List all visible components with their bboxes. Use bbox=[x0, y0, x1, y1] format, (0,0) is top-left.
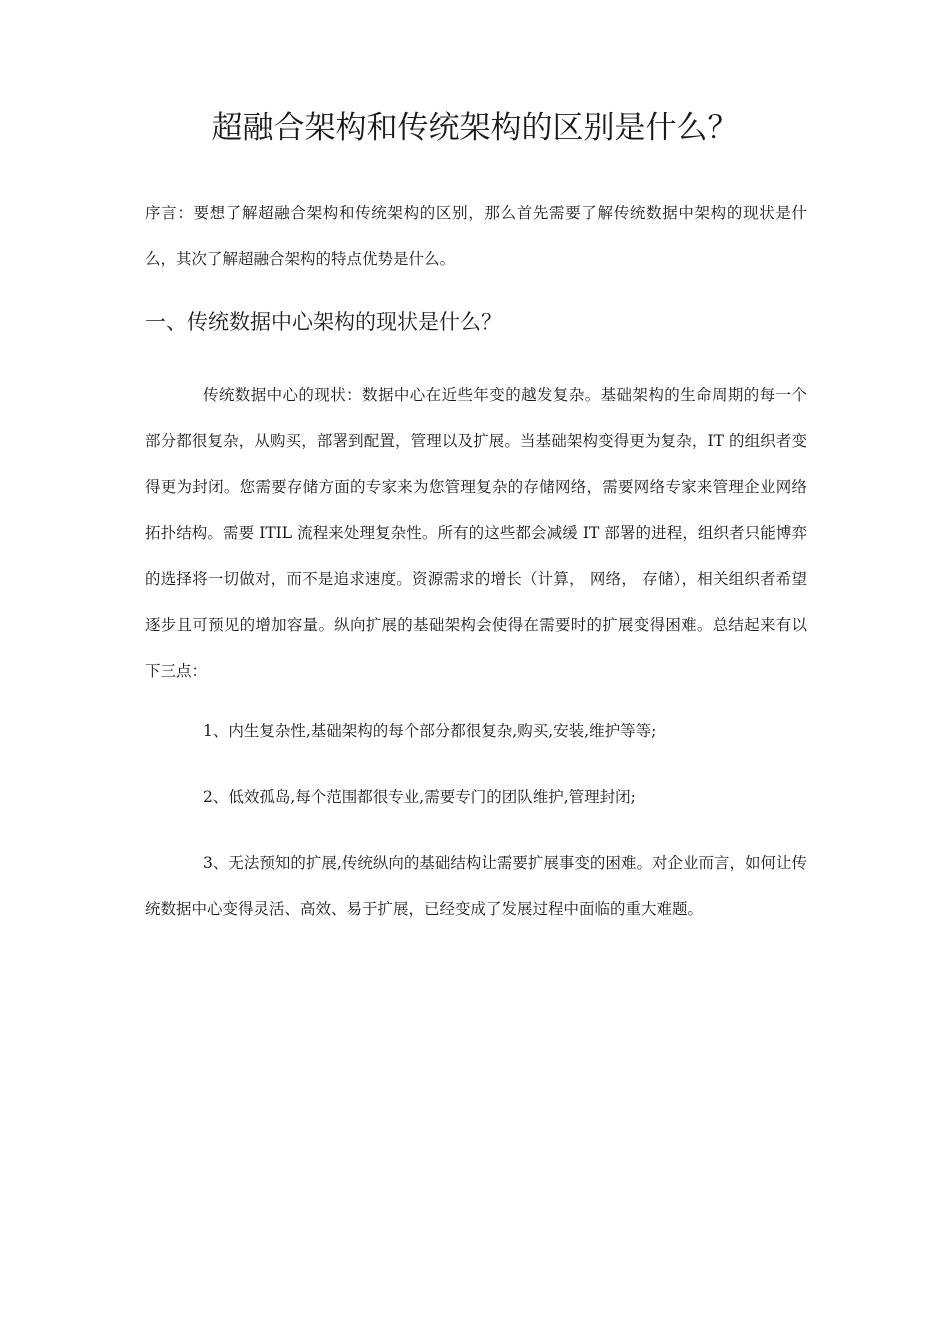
list-item: 3、无法预知的扩展,传统纵向的基础结构让需要扩展事变的困难。对企业而言，如何让传统数据中心变得灵活、高效、易于扩展，已经变成了发展过程中面临的重大难题。 bbox=[145, 854, 807, 918]
section-paragraph: 传统数据中心的现状：数据中心在近些年变的越发复杂。基础架构的生命周期的每一个部分都很复杂，从购买，部署到配置，管理以及扩展。当基础架构变得更为复杂，IT 的组织者变得更为封闭。您需要存储方面的专家来为您管理复杂的存储网络，需要网络专家来管理企业网络拓扑结构。需要 ITIL 流程来处理复杂性。所有的这些都会减缓 IT 部署的进程，组织者只能博弈的选择将一切做对，而不是追求速度。资源需求的增长（计算， 网络， 存储），相关组织者希望逐步且可预见的增加容量。纵向扩展的基础架构会使得在需要时的扩展变得困难。总结起来有以下三点： bbox=[145, 386, 807, 680]
list-item: 2、低效孤岛,每个范围都很专业,需要专门的团队维护,管理封闭; bbox=[203, 788, 636, 806]
section-heading: 一、传统数据中心架构的现状是什么？ bbox=[145, 310, 502, 334]
list-item: 1、内生复杂性,基础架构的每个部分都很复杂,购买,安装,维护等等; bbox=[203, 722, 657, 740]
intro-paragraph: 序言：要想了解超融合架构和传统架构的区别，那么首先需要了解传统数据中架构的现状是什么，其次了解超融合架构的特点优势是什么。 bbox=[145, 204, 807, 268]
document-title: 超融合架构和传统架构的区别是什么？ bbox=[211, 110, 739, 146]
